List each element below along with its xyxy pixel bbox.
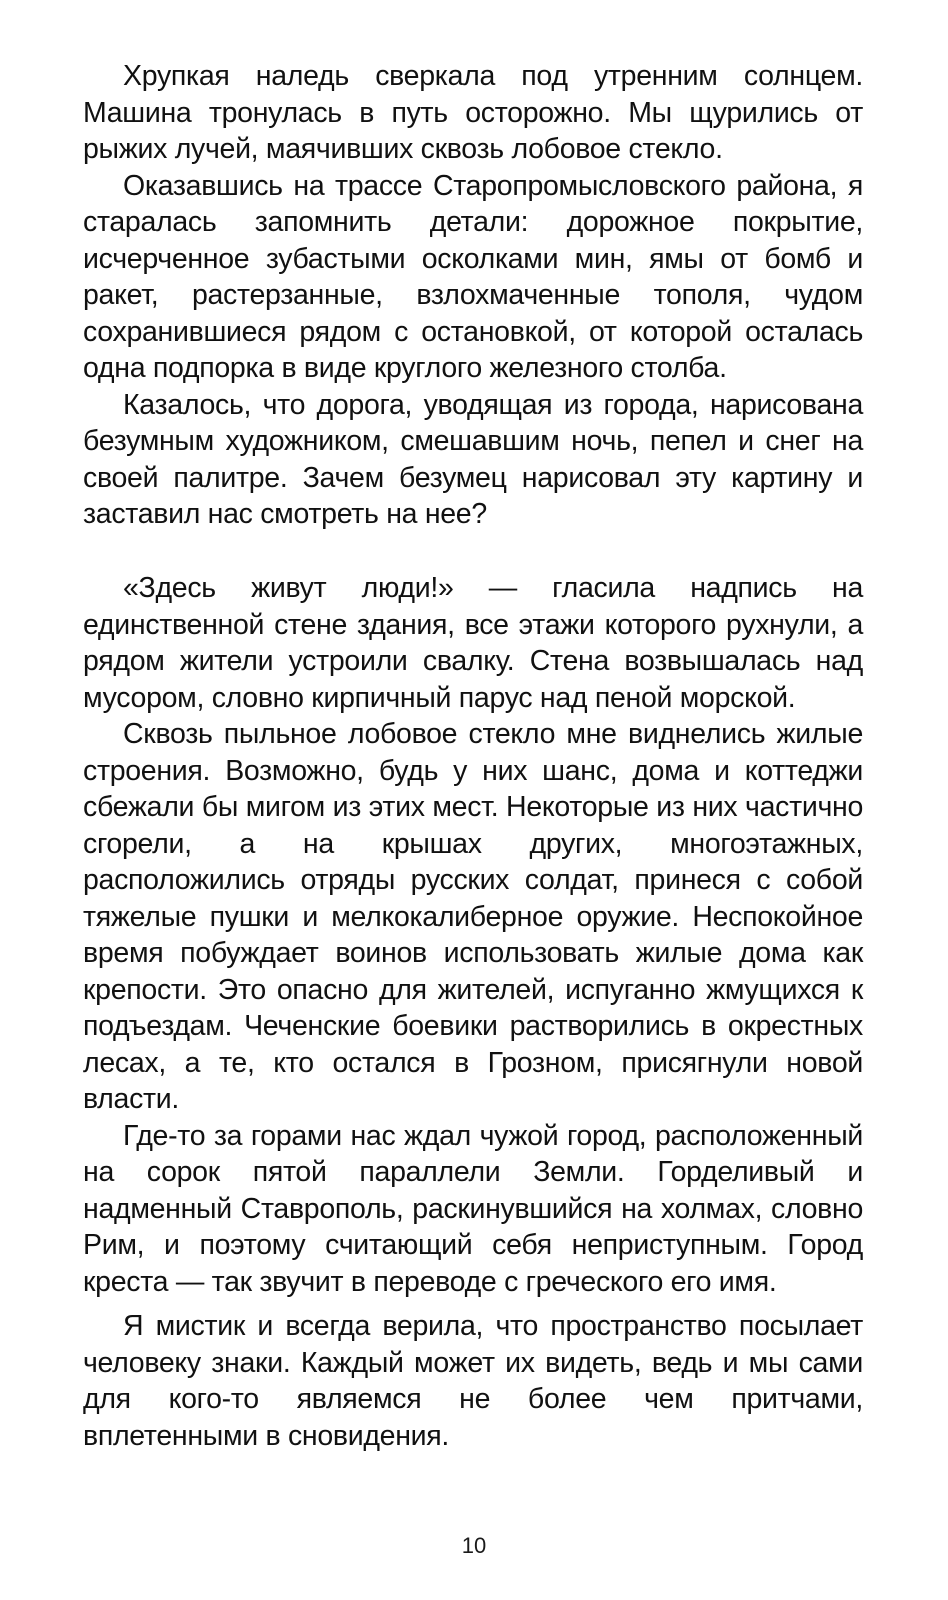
paragraph: Я мистик и всегда верила, что пространство посылает человеку знаки. Каждый может их видеть, ведь и мы сами для кого-то являемся не более чем притчами, вплетенными в сновидения.: [83, 1310, 863, 1452]
text-section-3: [83, 1308, 863, 1454]
paragraph: «Здесь живут люди!» — гласила надпись на единственной стене здания, все этажи которого рухнули, а рядом жители устроили свалку. Стена возвышалась над мусором, словно кирпичный парус над пеной морской.: [83, 572, 863, 714]
paragraph: Казалось, что дорога, уводящая из города, нарисована безумным художником, смешавшим ночь, пепел и снег на своей палитре. Зачем безумец нарисовал эту картину и заставил нас смотреть на нее?: [83, 388, 863, 530]
paragraph: Оказавшись на трассе Старопромысловского района, я старалась запомнить детали: дорожное покрытие, исчерченное зубастыми осколками мин, ямы от бомб и ракет, растерзанные, взлохмаченные тополя, чудом сохранившиеся рядом с остановкой, от которой осталась одна подпорка в виде круглого железного столба.: [83, 169, 863, 384]
text-section-2: [83, 570, 863, 1300]
page-number: 10: [461, 1533, 487, 1558]
paragraph: Сквозь пыльное лобовое стекло мне виднелись жилые строения. Возможно, будь у них шанс, дома и коттеджи сбежали бы мигом из этих мест. Некоторые из них частично сгорели, а на крышах других, многоэтажных, расположились отряды русских солдат, принеся с собой тяжелые пушки и мелкокалиберное оружие. Неспокойное время побуждает воинов использовать жилые дома как крепости. Это опасно для жителей, испуганно жмущихся к подъездам. Чеченские боевики растворились в окрестных лесах, а те, кто остался в Грозном, присягнули новой власти.: [83, 718, 863, 1115]
paragraph: Хрупкая наледь сверкала под утренним солнцем. Машина тронулась в путь осторожно. Мы щурились от рыжих лучей, маячивших сквозь лобовое стекло.: [83, 60, 863, 165]
paragraph: Где-то за горами нас ждал чужой город, расположенный на сорок пятой параллели Земли. Горделивый и надменный Ставрополь, раскинувшийся на холмах, словно Рим, и поэтому считающий себя неприступным. Город креста — так звучит в переводе с греческого его имя.: [83, 1119, 863, 1298]
text-section-1: [83, 58, 863, 533]
